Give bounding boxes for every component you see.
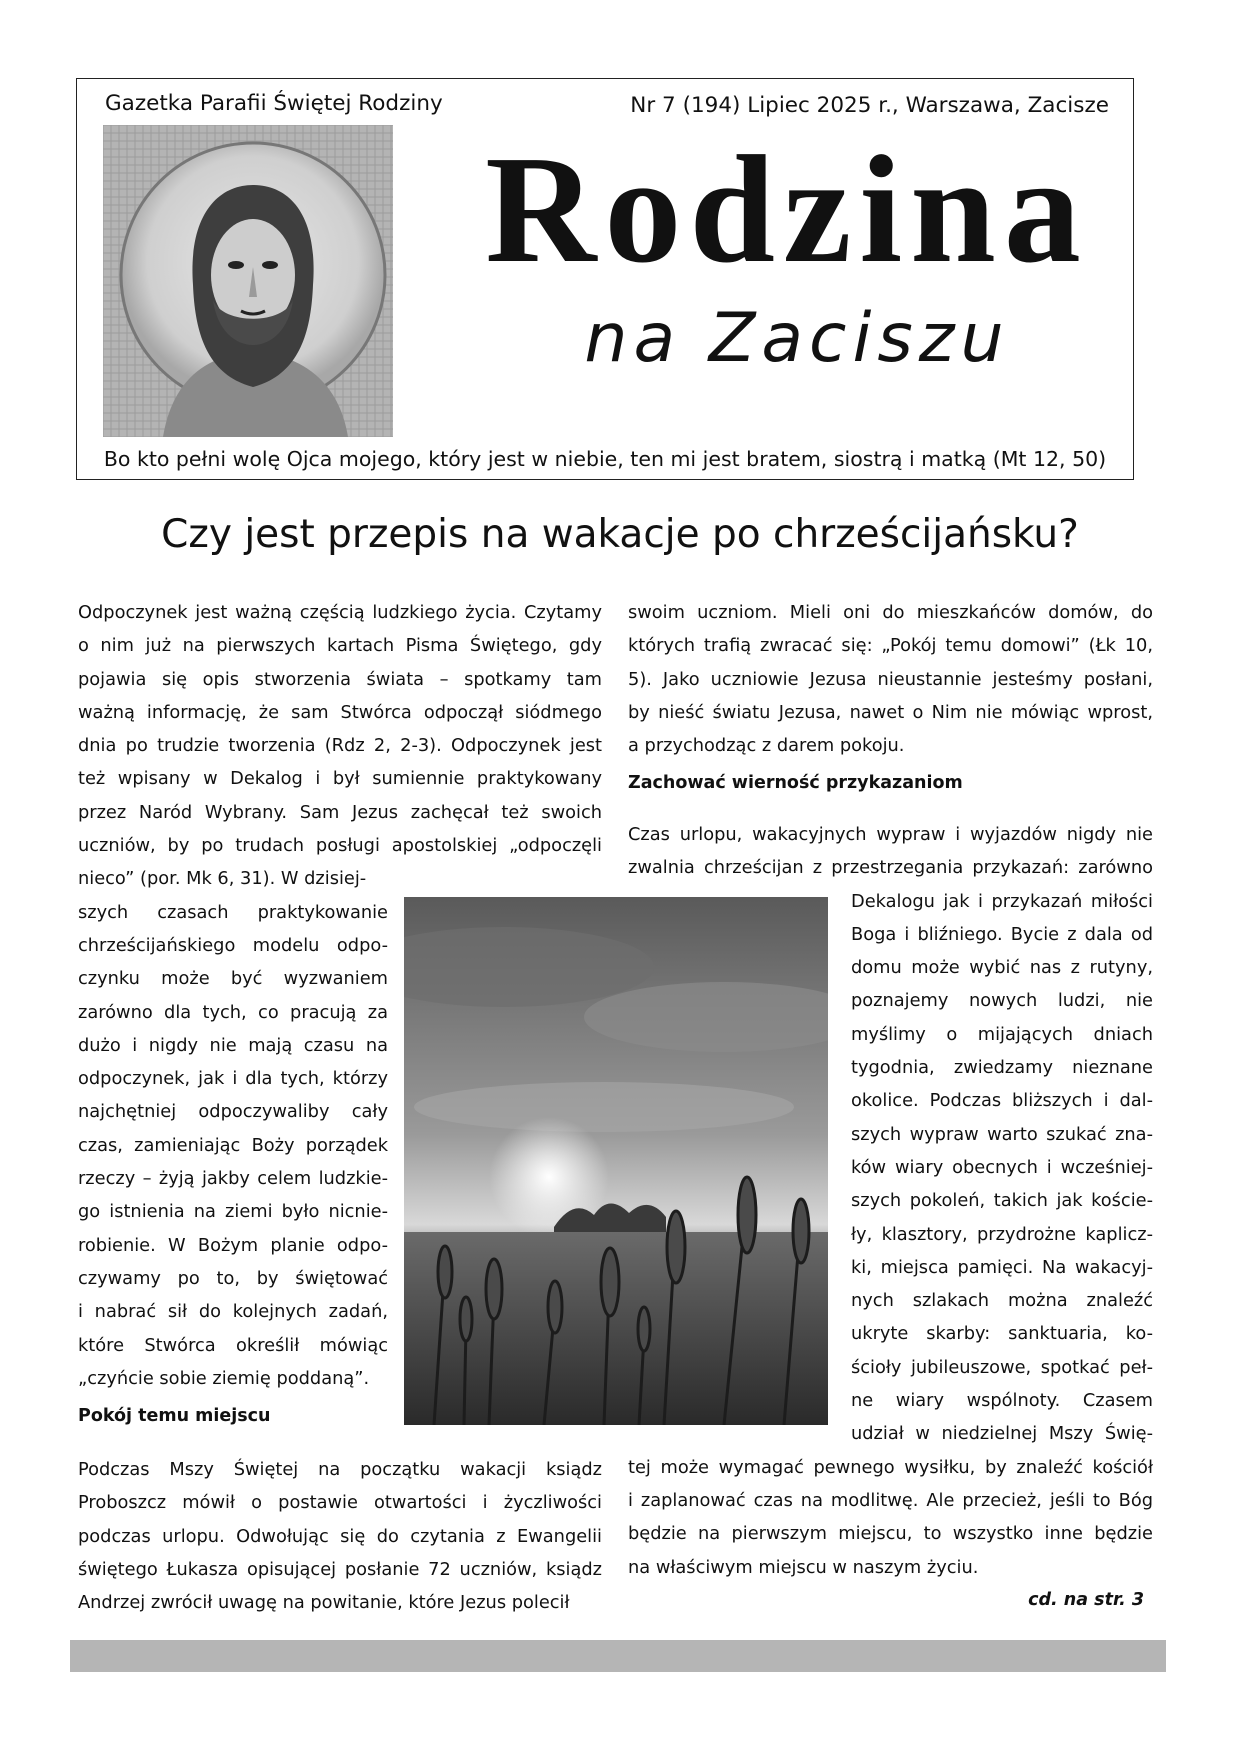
text-line: poznajemy nowych ludzi, nie [851,990,1153,1012]
text-line: Dekalogu jak i przykazań miłości [851,890,1153,912]
text-line: ukryte skarby: sanktuaria, ko- [851,1323,1153,1345]
text-line: by nieść światu Jezusa, nawet o Nim nie mówiąc wprost, [628,701,1153,723]
text-line: czas, zamieniając Boży porządek [78,1134,388,1156]
text-line: „czyńcie sobie ziemię poddaną”. [78,1367,370,1389]
text-line: uczniów, by po trudach posługi apostolskiej „odpoczęli [78,835,602,857]
subhead-peace: Pokój temu miejscu [78,1406,271,1426]
text-line: czywamy po to, by świętować [78,1267,388,1289]
text-line: Odpoczynek jest ważną częścią ludzkiego życia. Czytamy [78,602,602,623]
footer-bar [70,1640,1166,1672]
text-line: które Stwórca określił mówiąc [78,1334,388,1356]
text-line: szych pokoleń, takich jak koście- [851,1190,1153,1212]
text-line: zarówno dla tych, co pracują za [78,1001,388,1023]
newspaper-subtitle: na Zaciszu [584,299,1010,378]
text-line: Boga i bliźniego. Bycie z dala od [851,923,1153,945]
text-line: Podczas Mszy Świętej na początku wakacji ksiądz [78,1459,602,1480]
issue-info: Nr 7 (194) Lipiec 2025 r., Warszawa, Zacisze [630,93,1109,118]
text-line: których trafią zwracać się: „Pokój temu domowi” (Łk 10, [628,635,1153,657]
text-line: i zaplanować czas na modlitwę. Ale przecież, jeśli to Bóg [628,1489,1153,1511]
text-line: nieco” (por. Mk 6, 31). W dzisiej- [78,868,367,890]
text-line: szych czasach praktykowanie [78,901,388,923]
text-line: odpoczynek, jak i dla tych, którzy [78,1068,388,1090]
text-line: o nim już na pierwszych kartach Pisma Świętego, gdy [78,635,602,657]
text-line: szych wypraw warto szukać zna- [851,1123,1153,1145]
text-line: czynku może być wyzwaniem [78,968,388,990]
text-line: ne wiary wspólnoty. Czasem [851,1390,1153,1412]
text-line: robienie. W Bożym planie odpo- [78,1234,388,1256]
text-line: na właściwym miejscu w naszym życiu. [628,1556,979,1578]
text-line: ścioły jubileuszowe, spotkać peł- [851,1356,1153,1378]
parish-name: Gazetka Parafii Świętej Rodziny [105,91,443,116]
text-line: świętego Łukasza opisującej posłanie 72 uczniów, ksiądz [78,1558,602,1580]
text-line: domu może wybić nas z rutyny, [851,957,1153,979]
text-line: myślimy o mijających dniach [851,1023,1153,1045]
text-line: nych szlakach można znaleźć [851,1290,1153,1312]
right-column-paragraph-1 [628,596,1153,762]
text-line: chrześcijańskiego modelu odpo- [78,934,388,956]
article-headline: Czy jest przepis na wakacje po chrześcijańsku? [161,512,1079,557]
text-line: okolice. Podczas bliższych i dal- [851,1090,1153,1112]
text-line: ki, miejsca pamięci. Na wakacyj- [851,1256,1153,1278]
text-line: ły, klasztory, przydrożne kaplicz- [851,1223,1153,1245]
text-line: przez Naród Wybrany. Sam Jezus zachęcał też swoich [78,801,602,823]
text-line: go istnienia na ziemi było nicnie- [78,1201,388,1223]
text-line: Proboszcz mówił o postawie otwartości i życzliwości [78,1492,602,1514]
text-line: Andrzej zwrócił uwagę na powitanie, które Jezus polecił [78,1592,570,1614]
text-line: swoim uczniom. Mieli oni do mieszkańców domów, do [628,602,1153,623]
left-column-paragraph-2 [78,1453,602,1619]
text-line: będzie na pierwszym miejscu, to wszystko inne będzie [628,1523,1153,1545]
text-line: rzeczy – żyją jakby celem ludzkie- [78,1168,388,1190]
text-line: 5). Jako uczniowie Jezusa nieustannie jesteśmy posłani, [628,668,1153,690]
subhead-commandments: Zachować wierność przykazaniom [628,773,963,793]
text-line: ków wiary obecnych i wcześniej- [851,1156,1153,1178]
text-line: tygodnia, zwiedzamy nieznane [851,1057,1153,1079]
text-line: najchętniej odpoczywaliby cały [78,1101,388,1123]
text-line: zwalnia chrześcijan z przestrzegania przykazań: zarówno [628,857,1153,879]
text-line: dnia po trudzie tworzenia (Rdz 2, 2-3). Odpoczynek jest [78,735,602,757]
text-line: podczas urlopu. Odwołując się do czytania z Ewangelii [78,1525,602,1547]
text-line: a przychodząc z darem pokoju. [628,735,905,757]
wheat-field-photo [404,897,828,1425]
text-line: pojawia się opis stworzenia świata – spotkamy tam [78,668,602,690]
text-line: tej może wymagać pewnego wysiłku, by znaleźć kościół [628,1456,1153,1478]
newspaper-title: Rodzina [485,125,1089,295]
text-line: dużo i nigdy nie mają czasu na [78,1034,388,1056]
text-line: i nabrać sił do kolejnych zadań, [78,1301,388,1323]
christ-mosaic-image [103,125,393,437]
motto-quote: Bo kto pełni wolę Ojca mojego, który jest w niebie, ten mi jest bratem, siostrą i matką (Mt 12, 50) [103,447,1107,471]
text-line: też wpisany w Dekalog i był sumiennie praktykowany [78,768,602,790]
masthead [76,78,1134,480]
text-line: ważną informację, że sam Stwórca odpoczął siódmego [78,701,602,723]
continued-note: cd. na str. 3 [1028,1590,1144,1610]
text-line: Czas urlopu, wakacyjnych wypraw i wyjazdów nigdy nie [628,824,1153,845]
text-line: udział w niedzielnej Mszy Świę- [851,1423,1153,1445]
